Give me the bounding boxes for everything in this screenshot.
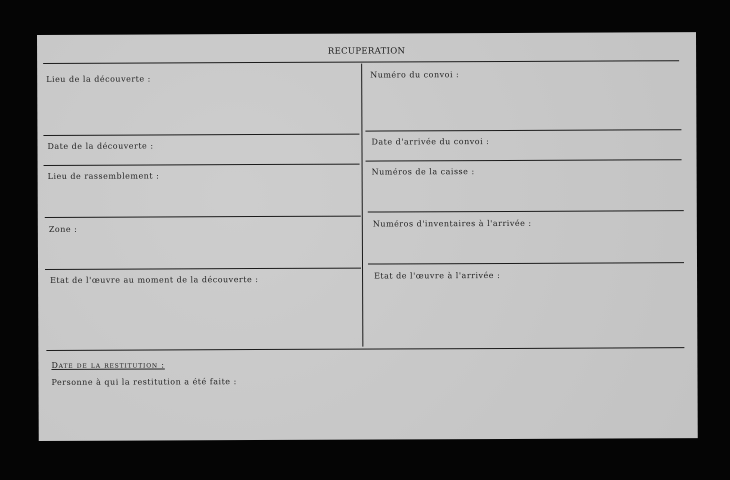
field-date-restitution: Date de la restitution : xyxy=(51,360,165,370)
form-title: RECUPERATION xyxy=(327,46,406,57)
rule-right-4 xyxy=(368,262,684,264)
field-numeros-caisse: Numéros de la caisse : xyxy=(371,167,475,177)
rule-left-3 xyxy=(45,216,361,218)
rule-right-2 xyxy=(366,159,682,161)
field-date-decouverte: Date de la découverte : xyxy=(47,141,154,151)
field-etat-decouverte: Etat de l'œuvre au moment de la découverte : xyxy=(50,275,259,285)
field-numero-convoi: Numéro du convoi : xyxy=(370,70,460,80)
field-etat-arrivee: Etat de l'œuvre à l'arrivée : xyxy=(374,270,501,281)
field-lieu-rassemblement: Lieu de rassemblement : xyxy=(47,171,160,181)
field-lieu-decouverte: Lieu de la découverte : xyxy=(46,74,151,84)
rule-bottom xyxy=(46,347,684,351)
field-numeros-inventaires: Numéros d'inventaires à l'arrivée : xyxy=(372,218,532,229)
field-date-arrivee-convoi: Date d'arrivée du convoi : xyxy=(371,137,490,147)
rule-left-1 xyxy=(43,134,359,136)
rule-right-1 xyxy=(365,129,681,131)
archive-form-card xyxy=(37,32,698,441)
field-zone: Zone : xyxy=(48,224,78,234)
rule-left-2 xyxy=(44,164,360,166)
rule-right-3 xyxy=(368,210,684,212)
column-divider xyxy=(361,64,363,347)
rule-left-4 xyxy=(45,268,361,270)
field-personne-restitution: Personne à qui la restitution a été faite : xyxy=(51,377,237,387)
